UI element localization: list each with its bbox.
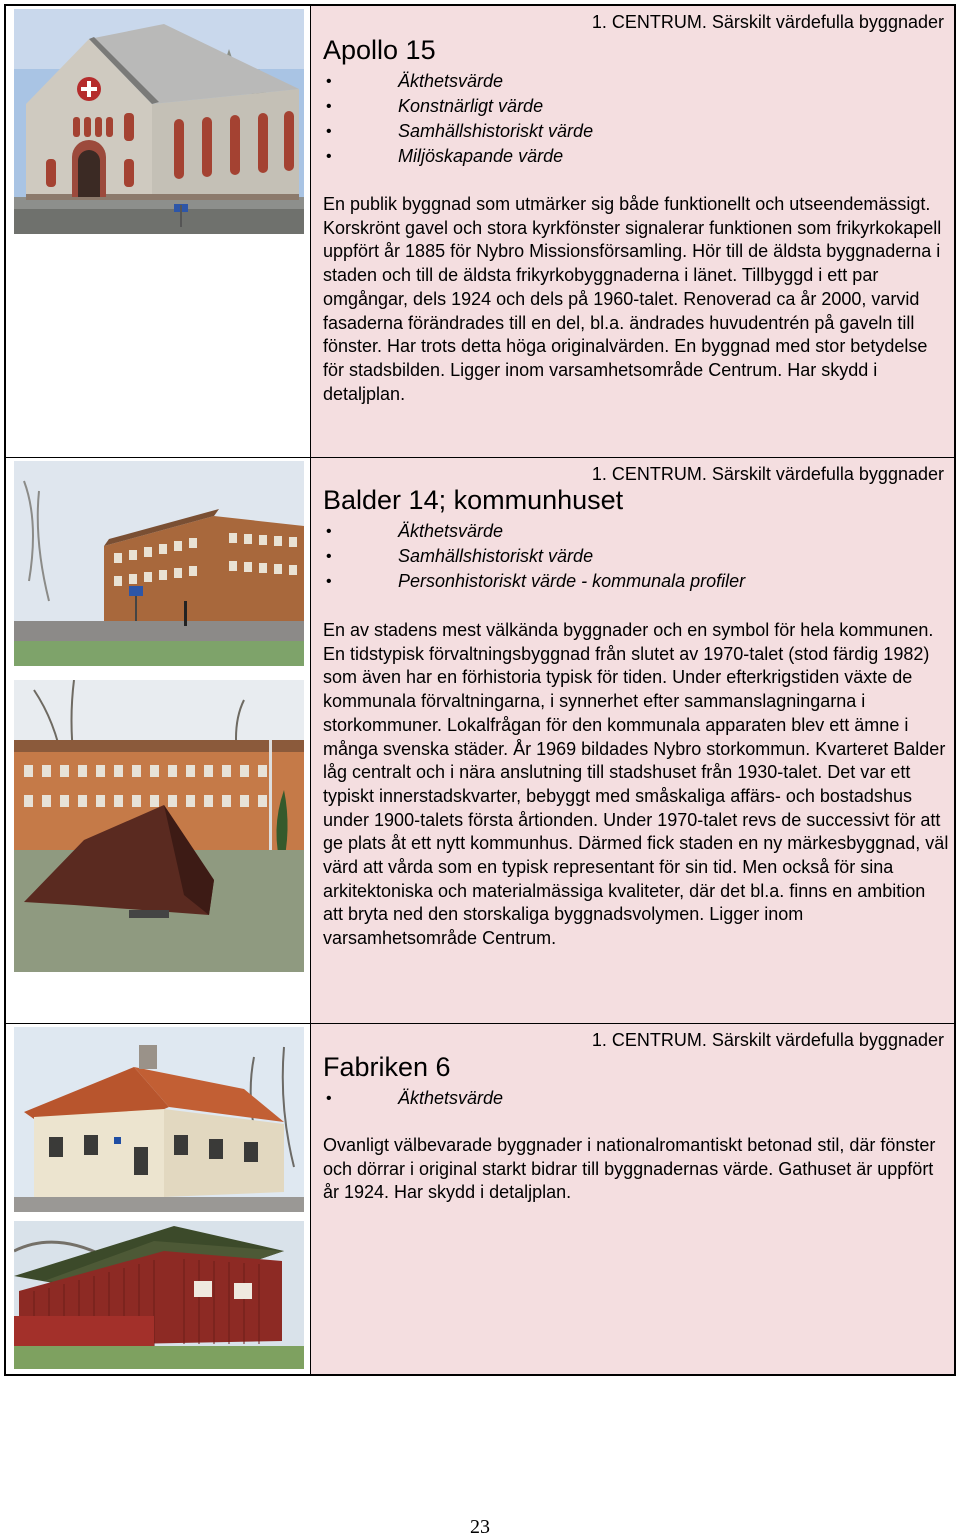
value-item: • Samhällshistoriskt värde (323, 119, 593, 144)
value-item: • Äkthetsvärde (323, 519, 745, 544)
values-list (323, 1086, 503, 1111)
value-item: • Konstnärligt värde (323, 94, 593, 119)
townhall-photo (14, 461, 304, 666)
image-cell (6, 458, 311, 1023)
entry-description: En publik byggnad som utmärker sig både funktionellt och utseendemässigt. Korskrönt gavel och stora kyrkfönster signalerar funktionen som frikyrkokapell uppfört år 1885 för Nybro Missionsförsamling. Hör till de äldsta byggnaderna i staden och till de äldsta frikyrkobyggnaderna i länet. Tillbyggd i ett par omgångar, dels 1924 och dels på 1960-talet. Renoverad ca år 2000, varvid fasaderna förändrades till en del, bl.a. ändrades huvudentrén på gaveln till fönster. Har trots detta höga originalvärden. En byggnad med stor betydelse för stadsbilden. Ligger inom varsamhetsområde Centrum. Har skydd i detaljplan. (323, 194, 942, 404)
entry-title: Fabriken 6 (323, 1052, 451, 1082)
value-item: • Samhällshistoriskt värde (323, 544, 745, 569)
value-item: • Miljöskapande värde (323, 144, 593, 169)
value-item: • Äkthetsvärde (323, 1086, 503, 1111)
entry-row-balder (6, 458, 954, 1024)
value-item: • Personhistoriskt värde - kommunala profiler (323, 569, 745, 594)
value-item: • Äkthetsvärde (323, 69, 593, 94)
values-list (323, 519, 745, 594)
image-cell (6, 6, 311, 457)
text-cell (312, 1024, 954, 1374)
text-cell (312, 458, 954, 1023)
chapel-photo (14, 9, 304, 234)
entry-row-apollo (6, 6, 954, 458)
red-house-photo (14, 1221, 304, 1369)
corner-house-photo (14, 1027, 304, 1212)
image-cell (6, 1024, 311, 1374)
entry-description: En av stadens mest välkända byggnader och en symbol för hela kommunen. En tidstypisk förvaltningsbyggnad från slutet av 1970-talet (stod färdig 1982) som även har en förhistoria typisk för tiden. Under efterkrigstiden växte de kommunala förvaltningarna, i synnerhet efter sammanslagningarna i storkommuner. Lokalfrågan för den kommunala apparaten blev ett ämne i många svenska städer. År 1969 bildades Nybro storkommun. Kvarteret Balder låg centralt och i nära anslutning till stadshuset från 1930-talet. Det var ett typiskt innerstadskvarter, bebyggt med småskaliga affärs- och bostadshus under 1900-talets första årtionden. Under 1970-talet revs de successivt för att ge plats åt ett nytt kommunhus. Därmed fick staden en ny märkesbyggnad, väl värd att vårda som en typisk representant för sin tid. Men också för sina arkitektoniska och materialmässiga kvaliteter, där det bl.a. finns en ambition att bryta ned den storskaliga byggnadsvolymen. Ligger inom varsamhetsområde Centrum. (323, 620, 949, 949)
category-label: 1. CENTRUM. Särskilt värdefulla byggnader (591, 12, 944, 32)
entry-row-fabriken (6, 1024, 954, 1374)
values-list (323, 69, 593, 169)
sculpture-photo (14, 680, 304, 972)
entry-title: Apollo 15 (323, 35, 436, 65)
entry-description: Ovanligt välbevarade byggnader i nationalromantiskt betonad stil, där fönster och dörrar i original starkt bidrar till byggnadernas värde. Gathuset är uppfört år 1924. Har skydd i detaljplan. (323, 1135, 936, 1203)
entry-title: Balder 14; kommunhuset (323, 485, 624, 515)
text-cell (312, 6, 954, 457)
heritage-table (4, 4, 956, 1376)
category-label: 1. CENTRUM. Särskilt värdefulla byggnader (591, 464, 944, 484)
category-label: 1. CENTRUM. Särskilt värdefulla byggnader (591, 1030, 944, 1050)
page-number: 23 (470, 1516, 490, 1538)
